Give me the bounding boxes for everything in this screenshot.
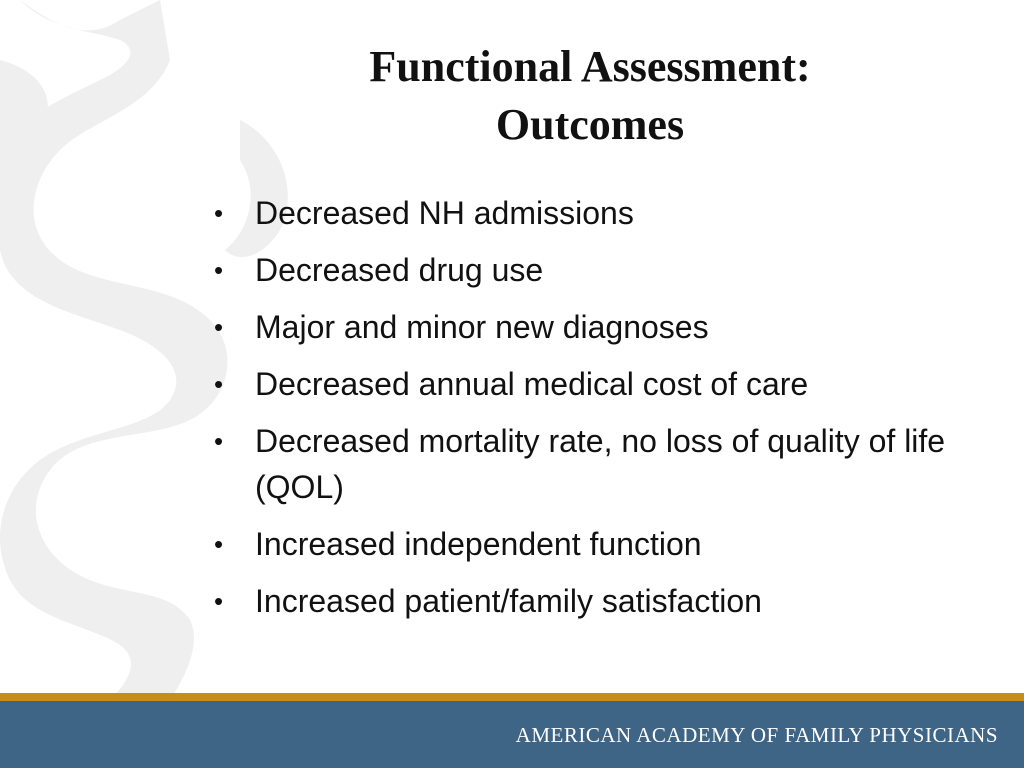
bullet-item [214, 521, 974, 567]
bullet-text: Increased independent function [255, 526, 702, 562]
bullet-dot: • [214, 255, 224, 285]
bullet-item [214, 578, 974, 624]
bullet-dot: • [214, 198, 224, 228]
title-line-2: Outcomes [495, 100, 685, 149]
slide-title [230, 38, 950, 154]
footer-accent-bar [0, 693, 1024, 701]
footer-band [0, 701, 1024, 768]
title-line-1: Functional Assessment: [369, 42, 811, 91]
bullet-dot: • [214, 369, 224, 399]
bullet-text: Decreased mortality rate, no loss of quality of life (QOL) [255, 423, 946, 505]
footer-organization-name: AMERICAN ACADEMY OF FAMILY PHYSICIANS [515, 723, 998, 747]
bullet-text: Decreased drug use [255, 252, 544, 288]
bullet-item [214, 247, 974, 293]
bullet-item [214, 190, 974, 236]
bullet-item [214, 361, 974, 407]
bullet-item [214, 304, 974, 350]
bullet-item [214, 418, 974, 510]
bullet-dot: • [214, 426, 224, 456]
bullet-list [214, 190, 974, 635]
bullet-dot: • [214, 312, 224, 342]
bullet-dot: • [214, 586, 224, 616]
bullet-text: Decreased annual medical cost of care [255, 366, 809, 402]
bullet-dot: • [214, 529, 224, 559]
bullet-text: Decreased NH admissions [255, 195, 634, 231]
bullet-text: Major and minor new diagnoses [255, 309, 709, 345]
bullet-text: Increased patient/family satisfaction [255, 583, 762, 619]
